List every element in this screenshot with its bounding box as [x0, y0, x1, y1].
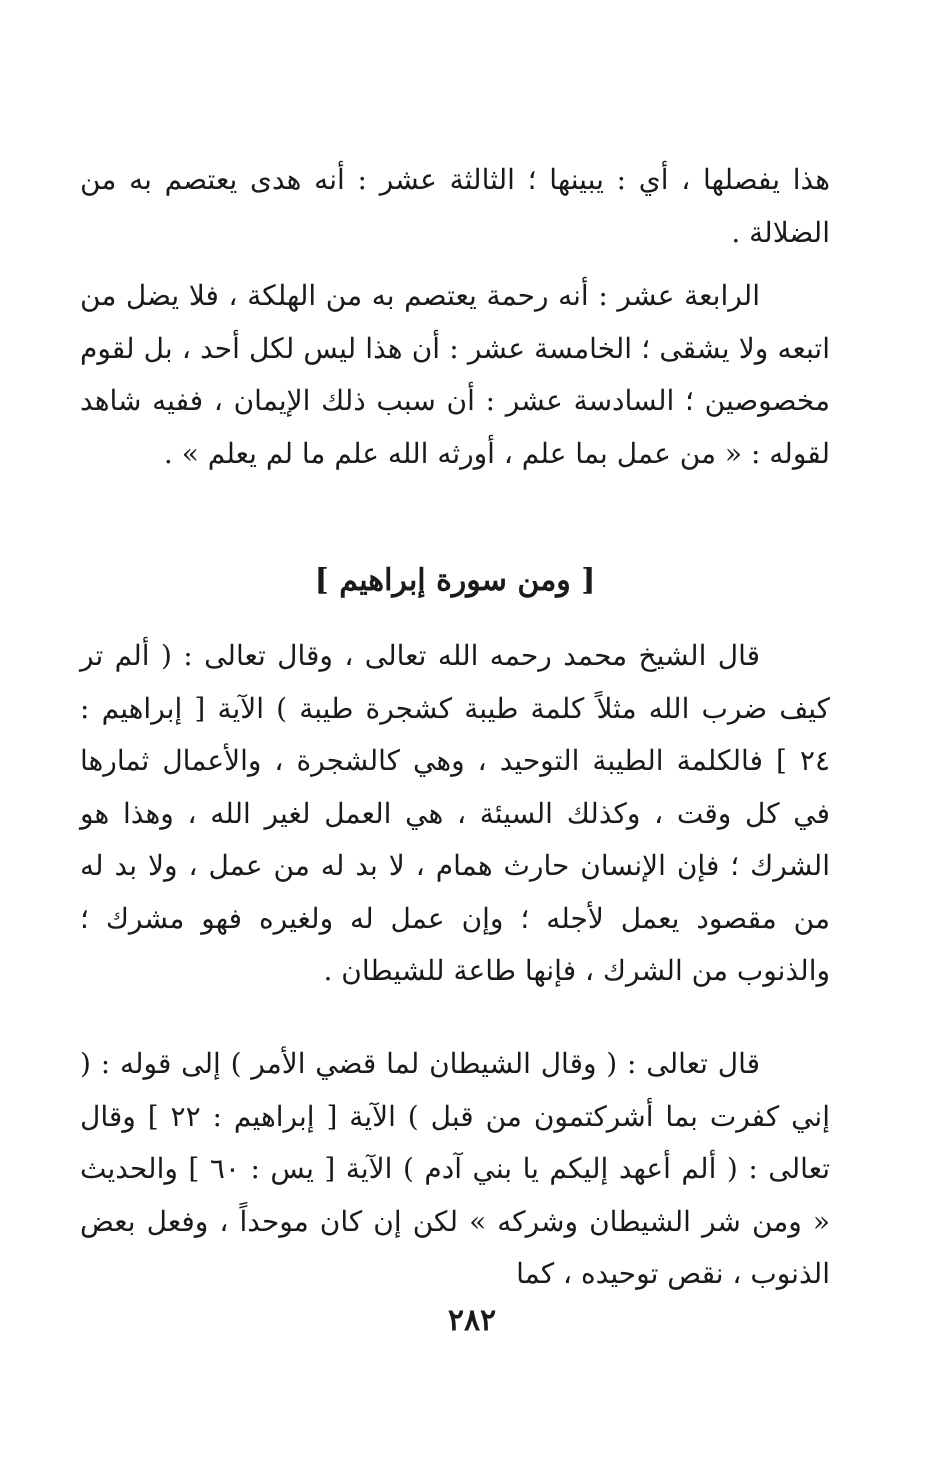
paragraph-2: الرابعة عشر : أنه رحمة يعتصم به من الهلكة ، فلا يضل من اتبعه ولا يشقى ؛ الخامسة عشر : أن هذا ليس لكل أحد ، بل لقوم مخصوصين ؛ السادسة عشر : أن سبب ذلك الإيمان ، ففيه شاهد لقوله : « من عمل بما علم ، أورثه الله علم ما لم يعلم » . — [80, 279, 830, 470]
text-section-4 — [80, 1038, 830, 1301]
section-heading: [ ومن سورة إبراهيم ] — [314, 563, 596, 598]
text-section-3 — [80, 630, 830, 998]
paragraph-4: قال تعالى : ( وقال الشيطان لما قضي الأمر ) إلى قوله : ( إني كفرت بما أشركتمون من قبل ) الآية [ إبراهيم : ٢٢ ] وقال تعالى : ( ألم أعهد إليكم يا بني آدم ) الآية [ يس : ٦٠ ] والحديث « ومن شر الشيطان وشركه » لكن إن كان موحداً ، وفعل بعض الذنوب ، نقص توحيده ، كما — [80, 1047, 830, 1290]
paragraph-1: هذا يفصلها ، أي : يبينها ؛ الثالثة عشر : أنه هدى يعتصم به من الضلالة . — [80, 163, 830, 249]
text-section-1 — [80, 154, 830, 259]
text-section-2 — [80, 270, 830, 480]
page-number: ٢٨٢ — [447, 1303, 497, 1338]
paragraph-3: قال الشيخ محمد رحمه الله تعالى ، وقال تعالى : ( ألم تر كيف ضرب الله مثلاً كلمة طيبة كشجرة طيبة ) الآية [ إبراهيم : ٢٤ ] فالكلمة الطيبة التوحيد ، وهي كالشجرة ، والأعمال ثمارها في كل وقت ، وكذلك السيئة ، هي العمل لغير الله ، وهذا هو الشرك ؛ فإن الإنسان حارث همام ، لا بد له من عمل ، ولا بد له من مقصود يعمل لأجله ؛ وإن عمل له ولغيره فهو مشرك ؛ والذنوب من الشرك ، فإنها طاعة للشيطان . — [80, 639, 830, 987]
